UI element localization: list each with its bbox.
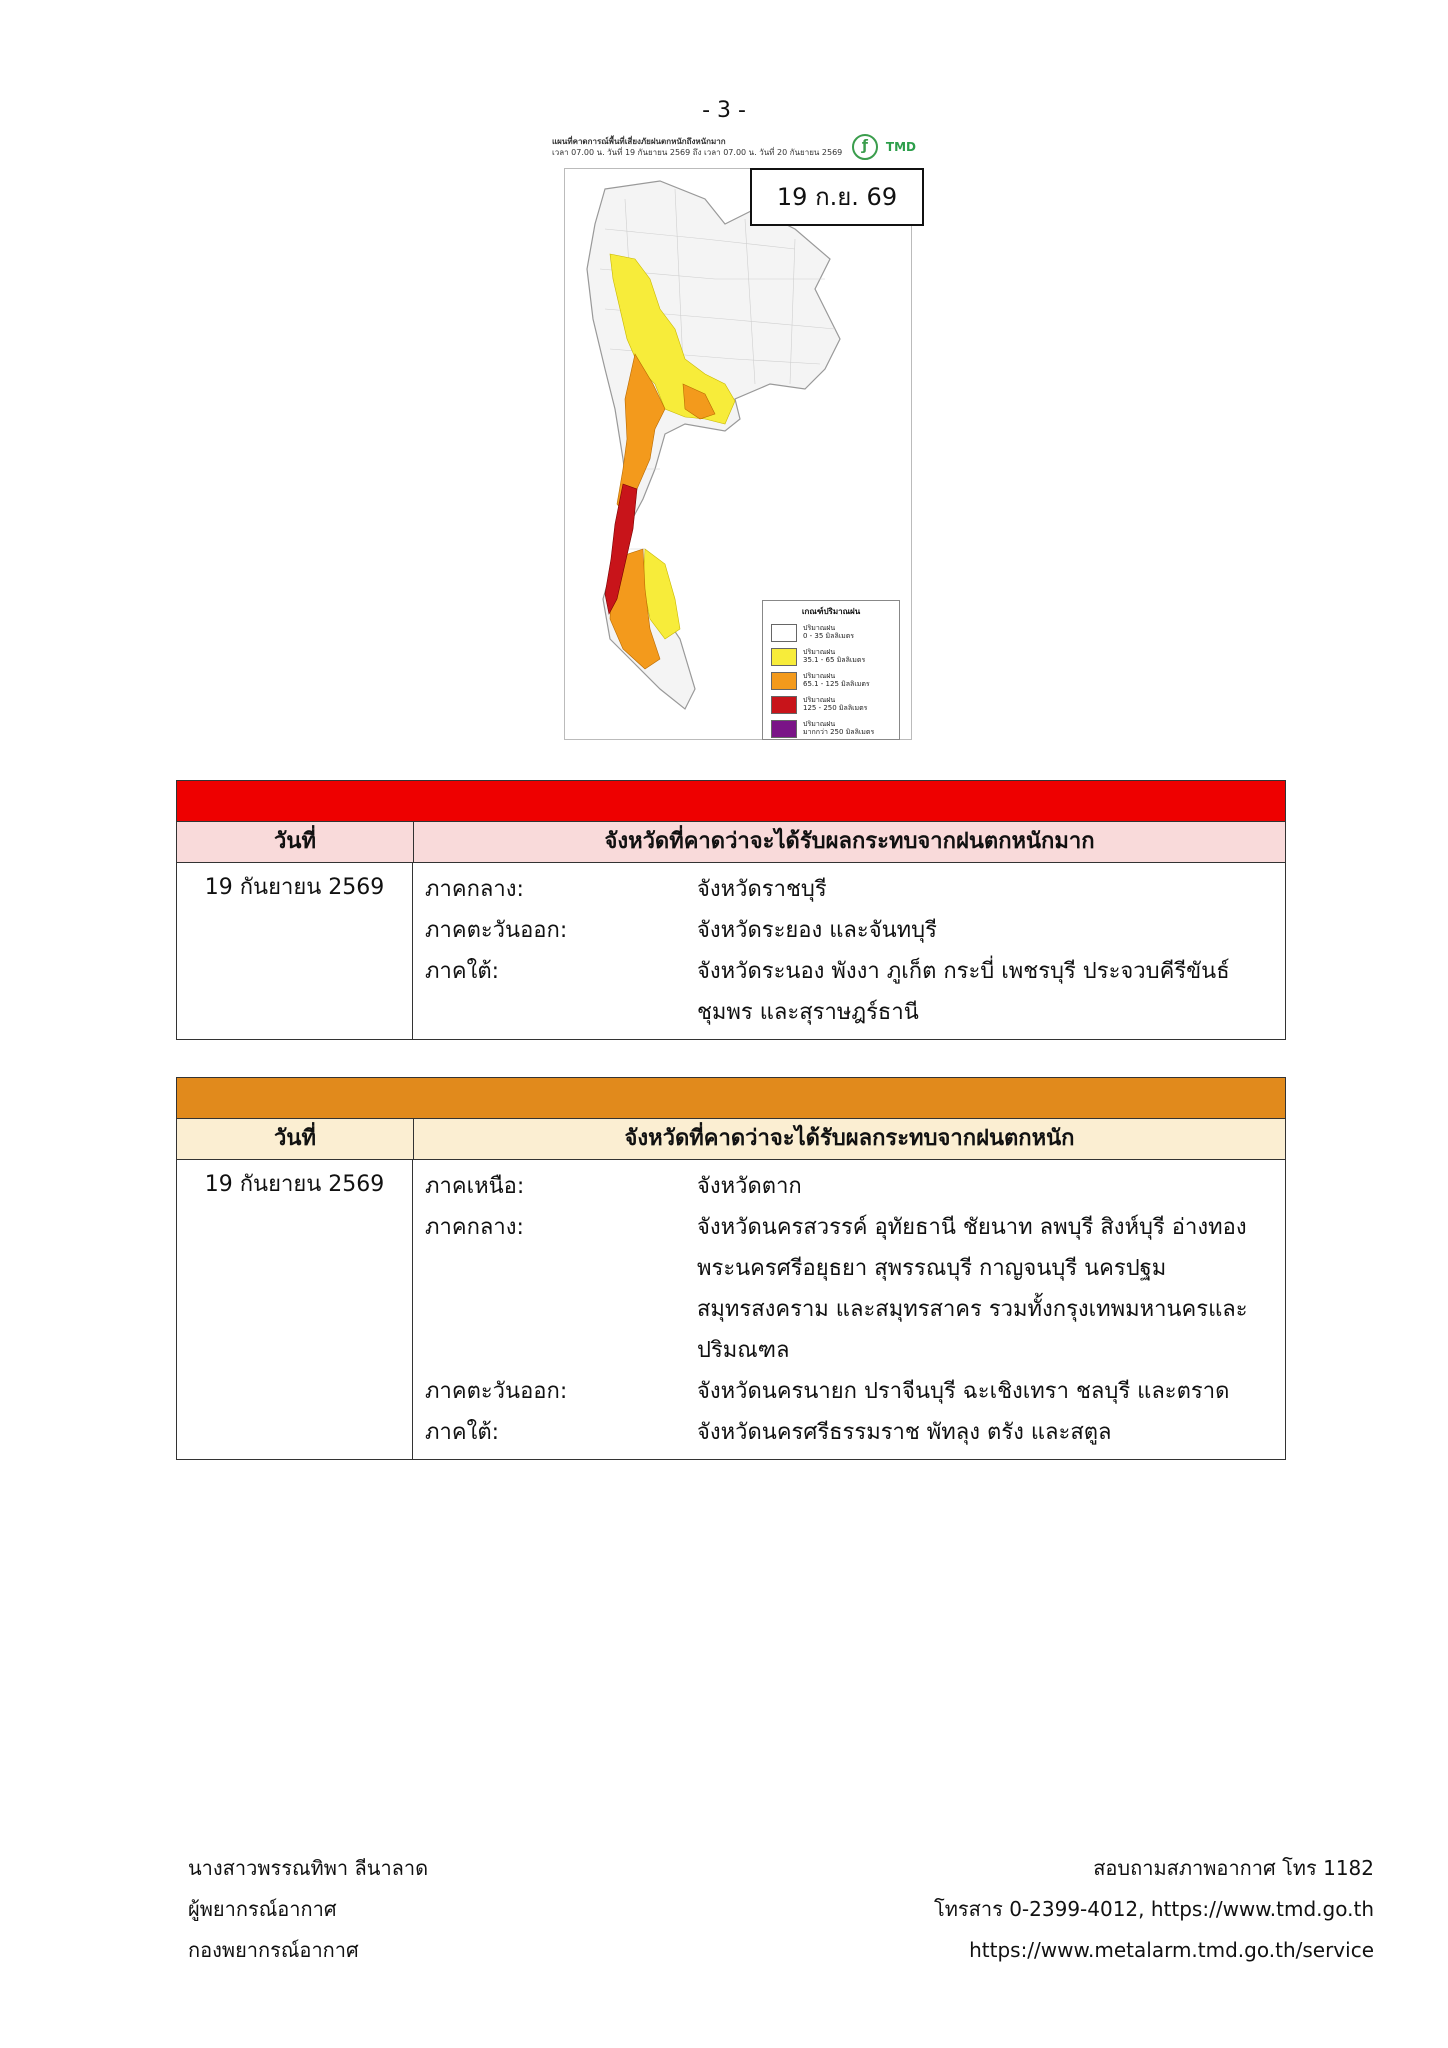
map-header: [552, 136, 852, 158]
province-line: จังหวัดตาก: [697, 1174, 802, 1199]
province-line: จังหวัดระนอง พังงา ภูเก็ต กระบี่ เพชรบุรี ประจวบคีรีขันธ์: [697, 959, 1230, 984]
province-line: จังหวัดนครศรีธรรมราช พัทลุง ตรัง และสตูล: [697, 1420, 1112, 1445]
map-date-box: 19 ก.ย. 69: [750, 168, 924, 226]
legend-item: [771, 624, 893, 643]
table-row: [177, 863, 1285, 1039]
region-name: ภาคกลาง:: [425, 877, 524, 902]
legend-swatch: [771, 648, 797, 666]
region-provinces: [697, 910, 1285, 951]
legend-label: ปริมาณฝน: [803, 720, 836, 728]
legend-item: [771, 672, 893, 691]
legend-label: ปริมาณฝน: [803, 696, 836, 704]
region-row: [425, 1371, 1285, 1412]
region-name: ภาคใต้:: [425, 1420, 500, 1445]
legend-swatch: [771, 720, 797, 738]
forecaster-title: ผู้พยากรณ์อากาศ: [188, 1897, 337, 1921]
row-date: 19 กันยายน 2569: [177, 863, 413, 1039]
agency-logos: [852, 134, 916, 160]
contact-fax-website[interactable]: โทรสาร 0-2399-4012, https://www.tmd.go.th: [934, 1897, 1374, 1921]
tmd-logo: TMD: [885, 140, 916, 154]
province-line: ปริมณฑล: [697, 1338, 790, 1363]
legend-range: 0 - 35 มิลลิเมตร: [803, 632, 855, 640]
region-name: ภาคตะวันออก:: [425, 918, 568, 943]
table-color-band: [177, 1078, 1285, 1119]
region-provinces: [697, 1412, 1285, 1453]
region-row: [425, 1207, 1285, 1371]
region-provinces: [697, 1207, 1285, 1371]
very-heavy-rain-table: [176, 780, 1286, 1040]
contact-phone: สอบถามสภาพอากาศ โทร 1182: [1093, 1856, 1374, 1880]
legend-swatch: [771, 672, 797, 690]
legend-label: ปริมาณฝน: [803, 648, 836, 656]
region-row: [425, 1166, 1285, 1207]
map-subtitle: เวลา 07.00 น. วันที่ 19 กันยายน 2569 ถึง เวลา 07.00 น. วันที่ 20 กันยายน 2569: [552, 148, 843, 157]
map-legend: [762, 600, 900, 740]
ministry-logo-icon: ƒ: [852, 134, 878, 160]
province-line: จังหวัดนครสวรรค์ อุทัยธานี ชัยนาท ลพบุรี สิงห์บุรี อ่างทอง: [697, 1215, 1247, 1240]
region-name: ภาคตะวันออก:: [425, 1379, 568, 1404]
province-line: จังหวัดราชบุรี: [697, 877, 827, 902]
row-date: 19 กันยายน 2569: [177, 1160, 413, 1459]
region-provinces: [697, 951, 1285, 1033]
province-line: พระนครศรีอยุธยา สุพรรณบุรี กาญจนบุรี นครปฐม: [697, 1256, 1167, 1281]
col-date-header: วันที่: [177, 822, 414, 862]
legend-item: [771, 720, 893, 739]
rainfall-risk-map: [552, 130, 924, 742]
legend-item: [771, 648, 893, 667]
legend-range: 125 - 250 มิลลิเมตร: [803, 704, 868, 712]
region-name: ภาคใต้:: [425, 959, 500, 984]
legend-item: [771, 696, 893, 715]
region-name: ภาคเหนือ:: [425, 1174, 525, 1199]
forecaster-division: กองพยากรณ์อากาศ: [188, 1938, 359, 1962]
page-number: - 3 -: [702, 98, 746, 123]
legend-label: ปริมาณฝน: [803, 624, 836, 632]
province-line: จังหวัดนครนายก ปราจีนบุรี ฉะเชิงเทรา ชลบุรี และตราด: [697, 1379, 1230, 1404]
region-row: [425, 869, 1285, 910]
row-regions: [413, 1160, 1285, 1459]
region-provinces: [697, 1371, 1285, 1412]
contact-block: [934, 1848, 1374, 1971]
region-provinces: [697, 869, 1285, 910]
contact-service-link[interactable]: https://www.metalarm.tmd.go.th/service: [969, 1938, 1374, 1962]
legend-range: 65.1 - 125 มิลลิเมตร: [803, 680, 870, 688]
region-row: [425, 1412, 1285, 1453]
province-line: ชุมพร และสุราษฎร์ธานี: [697, 1000, 919, 1025]
legend-range: 35.1 - 65 มิลลิเมตร: [803, 656, 866, 664]
legend-range: มากกว่า 250 มิลลิเมตร: [803, 728, 875, 736]
province-line: สมุทรสงคราม และสมุทรสาคร รวมทั้งกรุงเทพมหานครและ: [697, 1297, 1248, 1322]
region-name: ภาคกลาง:: [425, 1215, 524, 1240]
legend-swatch: [771, 696, 797, 714]
forecaster-signature-block: [188, 1848, 428, 1971]
col-date-header: วันที่: [177, 1119, 414, 1159]
forecaster-name: นางสาวพรรณทิพา ลีนาลาด: [188, 1856, 429, 1880]
legend-swatch: [771, 624, 797, 642]
table-header: [177, 1119, 1285, 1160]
row-regions: [413, 863, 1285, 1039]
province-line: จังหวัดระยอง และจันทบุรี: [697, 918, 937, 943]
heavy-rain-table: [176, 1077, 1286, 1460]
table-row: [177, 1160, 1285, 1459]
region-row: [425, 910, 1285, 951]
col-provinces-header: จังหวัดที่คาดว่าจะได้รับผลกระทบจากฝนตกหนักมาก: [604, 829, 1095, 854]
legend-title: เกณฑ์ปริมาณฝน: [801, 607, 861, 616]
legend-label: ปริมาณฝน: [803, 672, 836, 680]
col-provinces-header: จังหวัดที่คาดว่าจะได้รับผลกระทบจากฝนตกหนัก: [624, 1126, 1075, 1151]
map-title: แผนที่คาดการณ์พื้นที่เสี่ยงภัยฝนตกหนักถึงหนักมาก: [552, 137, 726, 146]
region-row: [425, 951, 1285, 1033]
region-provinces: [697, 1166, 1285, 1207]
table-header: [177, 822, 1285, 863]
table-color-band: [177, 781, 1285, 822]
